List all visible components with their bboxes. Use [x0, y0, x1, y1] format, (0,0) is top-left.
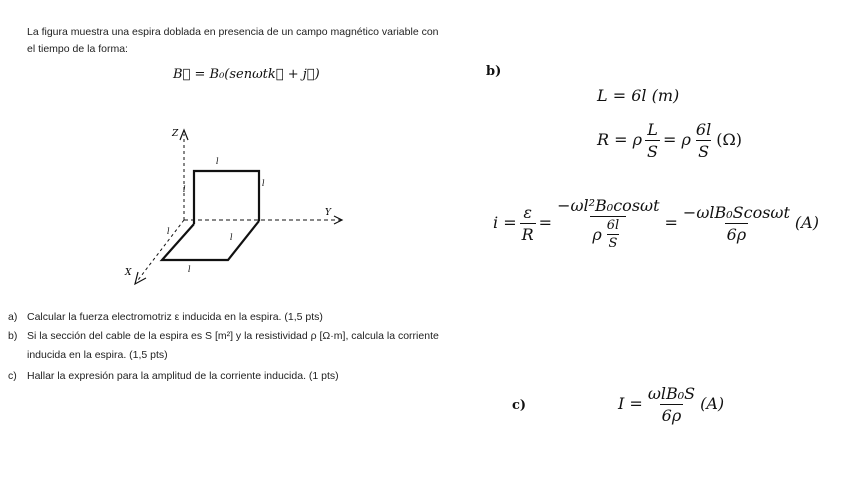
y-axis-label: Y — [325, 208, 331, 218]
intro-text-line-2: el tiempo de la forma: — [27, 43, 128, 55]
resistance-lhs: R = ρ — [597, 130, 643, 149]
length-equation: L = 6l (m) — [597, 86, 680, 105]
current-frac1-den: R — [521, 225, 534, 244]
amplitude-unit: (A) — [700, 394, 725, 413]
side-label-left: l — [183, 185, 186, 194]
resistance-frac1-den: S — [647, 142, 658, 161]
x-axis-label: X — [125, 268, 132, 278]
solution-c-label: c) — [512, 398, 527, 413]
resistance-equation — [597, 120, 742, 161]
magnetic-field-equation: B⃗ = B₀(senωtk⃗ + j⃗) — [173, 67, 320, 82]
resistance-frac2-num: 6l — [695, 120, 712, 139]
intro-text-line-1: La figura muestra una espira doblada en presencia de un campo magnético variable con — [27, 26, 439, 38]
resistance-frac1-num: L — [647, 120, 658, 139]
question-b-text: Si la sección del cable de la espira es S [m²] y la resistividad ρ [Ω·m], calcula la corriente — [27, 330, 439, 342]
question-b-text-cont: inducida en la espira. (1,5 pts) — [27, 349, 168, 361]
side-label-diagonal: l — [230, 233, 233, 242]
question-a-text: Calcular la fuerza electromotriz ε inducida en la espira. (1,5 pts) — [27, 311, 323, 323]
side-label-top: l — [216, 157, 219, 166]
z-axis-label: Z — [172, 129, 179, 139]
loop-horizontal-part — [162, 221, 259, 260]
current-lhs: i = — [493, 213, 517, 232]
current-frac1-num: ε — [523, 203, 532, 222]
amplitude-num: ωlB₀S — [647, 384, 696, 403]
current-frac3-den: 6ρ — [726, 225, 747, 244]
current-equation — [493, 196, 819, 251]
amplitude-lhs: I = — [618, 394, 643, 413]
x-axis-arrow-icon — [135, 272, 146, 284]
current-frac2-num: −ωl²B₀cosωt — [557, 196, 660, 215]
current-eq-1: = — [538, 213, 553, 232]
side-label-front-left: l — [167, 227, 170, 236]
side-label-bottom: l — [188, 265, 191, 274]
current-frac2-den-rho: ρ — [592, 225, 602, 244]
bent-loop-figure — [120, 120, 360, 290]
resistance-unit: (Ω) — [716, 130, 742, 149]
side-label-right: l — [262, 179, 265, 188]
amplitude-equation — [618, 384, 724, 425]
loop-vertical-part — [194, 171, 259, 224]
question-b-marker: b) — [8, 330, 18, 342]
current-frac2-den-num: 6l — [606, 218, 620, 233]
current-unit: (A) — [794, 213, 819, 232]
question-c-text: Hallar la expresión para la amplitud de la corriente inducida. (1 pts) — [27, 370, 339, 382]
resistance-mid: = ρ — [663, 130, 691, 149]
resistance-frac2-den: S — [698, 142, 710, 161]
question-c-marker: c) — [8, 370, 17, 382]
current-eq-2: = — [664, 213, 678, 232]
current-frac3-num: −ωlB₀Scosωt — [682, 203, 790, 222]
question-a-marker: a) — [8, 311, 18, 323]
current-frac2-den-den: S — [608, 236, 618, 251]
amplitude-den: 6ρ — [661, 406, 682, 425]
solution-b-label: b) — [486, 64, 502, 79]
